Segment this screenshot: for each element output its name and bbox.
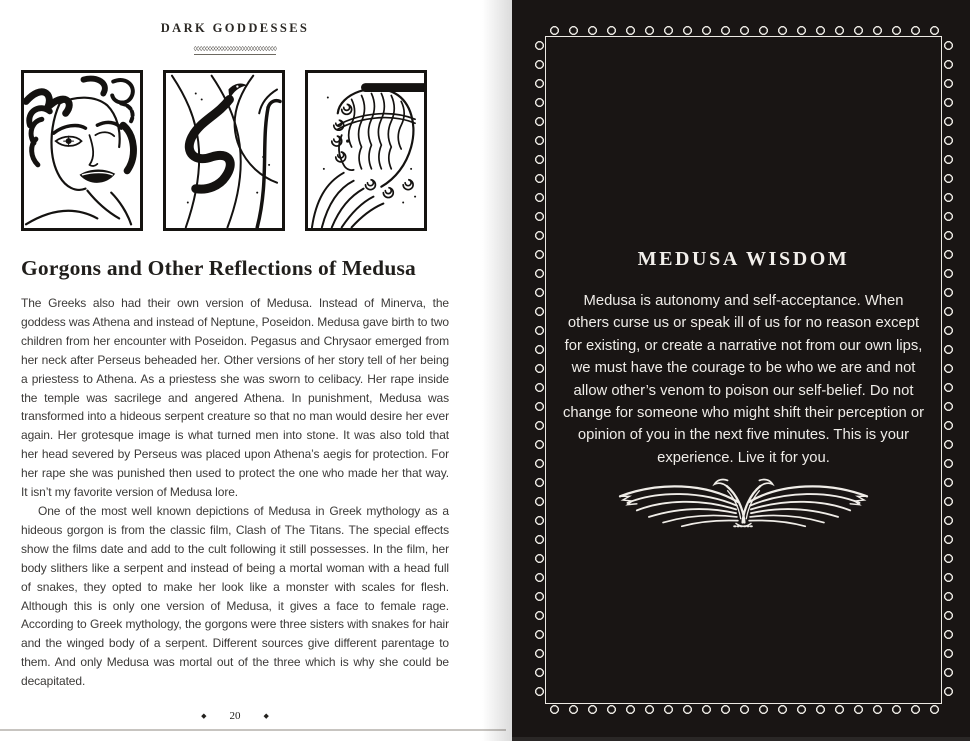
diamond-ornament-icon: ◆ — [263, 711, 269, 720]
paragraph-2: One of the most well known depictions of Medusa in Greek mythology as a hideous gorgon is from the classic film, Clash of The Titans. The special effects show the films date and add to the cult following it still possesses. In the film, her body slithers like a serpent and instead of being a mortal woman with a head full of snakes, they opted to make her look like a monster with scales for flesh. Although this is only one version of Medusa, it gives a face to female rage. According to Greek mythology, the gorgons were three sisters with snakes for hair and the winged body of a serpent. Different sources give different parentage to them. And only Medusa was mortal out of the three which is why she could be decapitated. — [21, 503, 449, 689]
body-text — [21, 294, 449, 691]
wisdom-title: MEDUSA WISDOM — [637, 248, 850, 270]
running-header: DARK GODDESSES — [160, 21, 310, 35]
diamond-ornament-icon: ◆ — [201, 711, 207, 720]
paragraph-1: The Greeks also had their own version of Medusa. Instead of Minerva, the goddess was Athena and instead of Neptune, Poseidon. Medusa gave birth to two children from her encounter with Poseidon. Pegasus and Chrysaor emerged from her neck after Perseus beheaded her. Other versions of her story tell of her being a priestess to Athena. As a priestess she was sworn to celibacy. Her rape inside the temple was sacrilege and angered Athena. In punishment, Medusa was transformed into a hideous serpent creature so that no man would desire her ever again. Her grotesque image is what turned men into stone. It was also told that her head severed by Perseus was placed upon Athena’s aegis for protection. For her rape she was punished then used to protect the one who made her that way. It isn’t my favorite version of Medusa lore. — [21, 296, 449, 500]
border-loops-right-icon — [942, 36, 955, 704]
snake-coil-icon — [166, 73, 282, 228]
wisdom-text: Medusa is autonomy and self-acceptance. When others curse us or speak ill of us for no reason except for existing, or create a narrative not from our own lips, we must have the courage to be who we are and not allow other’s venom to poison our self-belief. Do not change for someone who might shift their perception or opinion of you in the next five minutes. This is your experience. Live it for you. — [562, 293, 925, 466]
snake-coil-illustration — [163, 70, 285, 231]
medusa-face-icon — [24, 73, 140, 228]
border-loops-bottom-icon — [545, 703, 942, 716]
winged-emblem-icon — [602, 472, 885, 530]
page-number: 20 — [229, 710, 241, 722]
right-page — [512, 0, 970, 741]
gutter-shadow — [482, 0, 512, 741]
medusa-face-illustration — [21, 70, 143, 231]
page-footer — [21, 710, 449, 722]
chapter-heading: Gorgons and Other Reflections of Medusa — [21, 256, 416, 280]
classical-head-icon — [308, 73, 424, 228]
chain-ornament-icon: ◊◊◊◊◊◊◊◊◊◊◊◊◊◊◊◊◊◊◊◊◊◊◊◊◊◊◊◊ — [193, 46, 277, 53]
illustration-row — [21, 70, 428, 231]
page-bottom-edge — [512, 737, 970, 741]
header-ornament-wrap — [21, 38, 449, 56]
classical-head-illustration — [305, 70, 427, 231]
left-page-content — [21, 0, 449, 691]
page-edge-line — [0, 729, 506, 731]
